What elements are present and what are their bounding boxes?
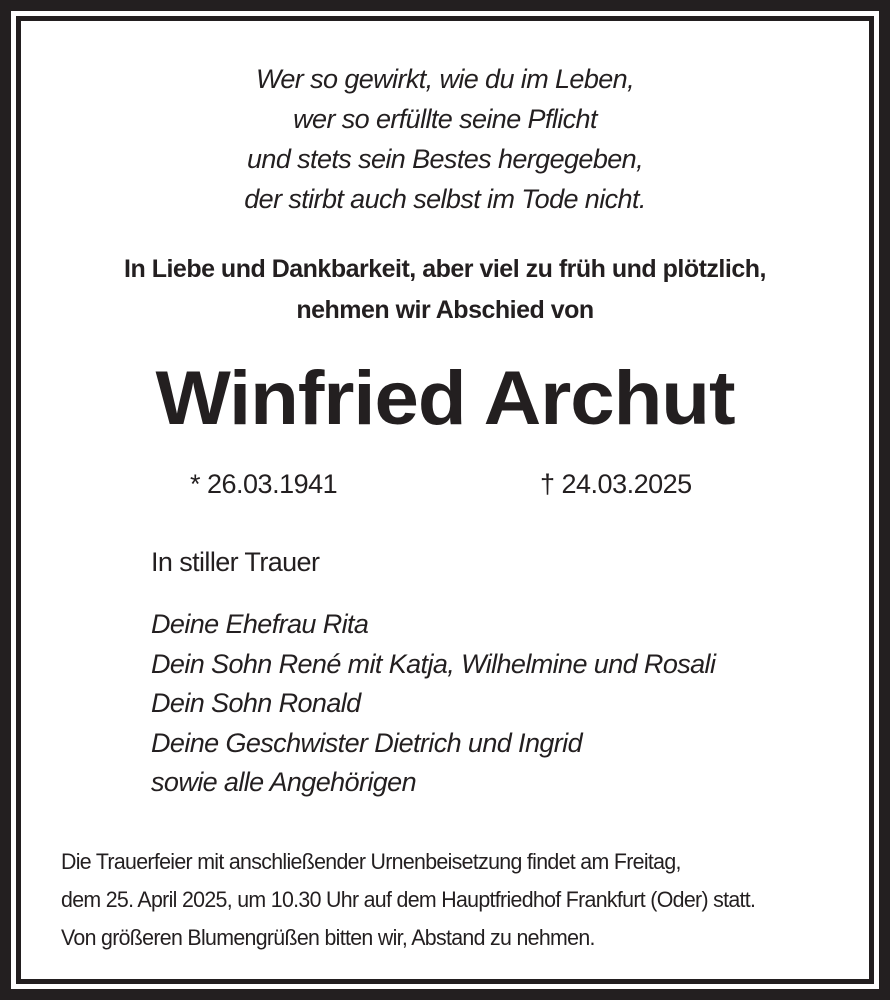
intro-line: In Liebe und Dankbarkeit, aber viel zu früh und plötzlich, [124,255,766,283]
poem-line: wer so erfüllte seine Pflicht [293,104,597,134]
inner-border-frame [16,16,874,984]
deceased-name: Winfried Archut [155,356,735,441]
family-member: Dein Sohn Ronald [151,688,361,718]
poem-line: der stirbt auch selbst im Tode nicht. [244,184,646,214]
farewell-intro [21,249,869,331]
death-date: † 24.03.2025 [540,469,692,499]
family-member: Deine Geschwister Dietrich und Ingrid [151,727,582,758]
obituary-content [21,21,869,979]
family-member: sowie alle Angehörigen [151,767,416,797]
family-member: Dein Sohn René mit Katja, Wilhelmine und Rosali [151,648,716,679]
service-line: Die Trauerfeier mit anschließender Urnenbeisetzung findet am Freitag, [61,849,681,874]
family-member: Deine Ehefrau Rita [151,609,369,639]
birth-date: * 26.03.1941 [190,469,338,499]
service-line: Von größeren Blumengrüßen bitten wir, Abstand zu nehmen. [61,925,595,950]
memorial-poem [21,59,869,219]
family-list [151,605,715,803]
poem-line: Wer so gewirkt, wie du im Leben, [256,64,634,94]
intro-line: nehmen wir Abschied von [296,296,594,324]
funeral-service-info [61,843,777,957]
poem-line: und stets sein Bestes hergegeben, [247,144,643,174]
mourning-heading: In stiller Trauer [151,547,320,577]
service-line: dem 25. April 2025, um 10.30 Uhr auf dem Hauptfriedhof Frankfurt (Oder) statt. [61,887,756,912]
